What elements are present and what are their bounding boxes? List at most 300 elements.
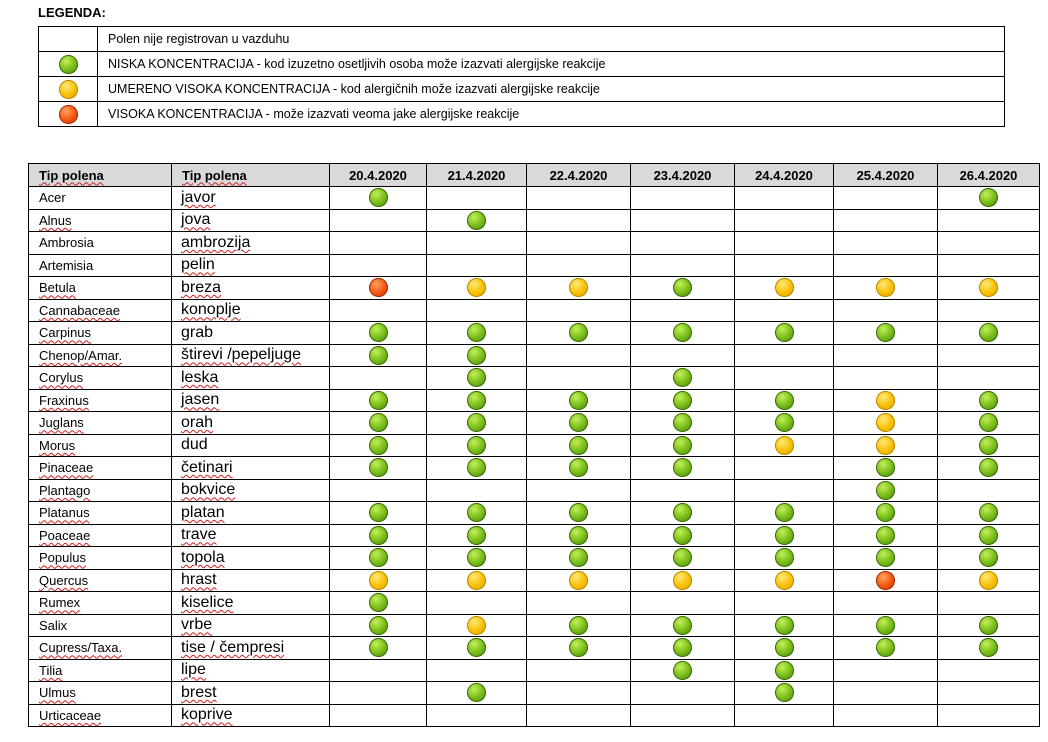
low-concentration-dot-icon [467,211,486,230]
concentration-cell [631,322,735,345]
concentration-cell [735,389,834,412]
concentration-cell [735,457,834,480]
low-concentration-dot-icon [467,683,486,702]
low-concentration-dot-icon [467,346,486,365]
concentration-cell [834,479,938,502]
concentration-cell [735,502,834,525]
table-row [29,524,1040,547]
concentration-cell [330,524,427,547]
local-name: koprive [181,706,233,724]
concentration-cell [330,187,427,210]
moderate-concentration-dot-icon [876,436,895,455]
low-concentration-dot-icon [369,413,388,432]
latin-name-cell [29,367,172,390]
column-header-date: 20.4.2020 [330,164,427,187]
local-name: trave [181,526,217,544]
legend-text: UMERENO VISOKA KONCENTRACIJA - kod alergičnih može izazvati alergijske reakcije [98,77,1005,102]
moderate-concentration-dot-icon [979,278,998,297]
header-row [29,164,1040,187]
table-row [29,457,1040,480]
concentration-cell [427,704,527,727]
concentration-cell [834,389,938,412]
local-name: lipe [181,661,206,679]
concentration-cell [427,457,527,480]
low-concentration-dot-icon [673,548,692,567]
concentration-cell [938,457,1040,480]
legend-dot-icon [59,80,78,99]
low-concentration-dot-icon [876,638,895,657]
local-name-cell [172,209,330,232]
concentration-cell [330,434,427,457]
local-name-cell [172,389,330,412]
latin-name-cell [29,502,172,525]
latin-name-cell [29,209,172,232]
low-concentration-dot-icon [673,391,692,410]
low-concentration-dot-icon [369,503,388,522]
low-concentration-dot-icon [369,391,388,410]
concentration-cell [938,637,1040,660]
concentration-cell [938,592,1040,615]
table-row [29,412,1040,435]
concentration-cell [631,389,735,412]
concentration-cell [834,682,938,705]
low-concentration-dot-icon [876,616,895,635]
legend-text: NISKA KONCENTRACIJA - kod izuzetno osetljivih osoba može izazvati alergijske reakcije [98,52,1005,77]
low-concentration-dot-icon [979,436,998,455]
legend-swatch-cell [39,52,98,77]
concentration-cell [427,367,527,390]
concentration-cell [735,704,834,727]
moderate-concentration-dot-icon [569,278,588,297]
concentration-cell [735,299,834,322]
local-name: bokvice [181,481,236,499]
latin-name-cell [29,457,172,480]
latin-name: Poaceae [39,527,91,543]
low-concentration-dot-icon [467,458,486,477]
local-name-cell [172,547,330,570]
column-header-date: 26.4.2020 [938,164,1040,187]
concentration-cell [527,299,631,322]
low-concentration-dot-icon [979,638,998,657]
latin-name: Juglans [39,415,84,431]
concentration-cell [427,254,527,277]
concentration-cell [735,254,834,277]
local-name-cell [172,704,330,727]
concentration-cell [330,502,427,525]
low-concentration-dot-icon [369,593,388,612]
latin-name: Betula [39,280,76,296]
concentration-cell [427,637,527,660]
concentration-cell [735,524,834,547]
low-concentration-dot-icon [979,188,998,207]
concentration-cell [527,659,631,682]
concentration-cell [735,479,834,502]
latin-name: Carpinus [39,325,92,341]
column-header-date: 24.4.2020 [735,164,834,187]
legend-row [39,102,1005,127]
latin-name: Populus [39,550,86,566]
low-concentration-dot-icon [673,503,692,522]
concentration-cell [834,457,938,480]
table-row [29,299,1040,322]
concentration-cell [527,277,631,300]
table-row [29,187,1040,210]
latin-name-cell [29,232,172,255]
low-concentration-dot-icon [369,346,388,365]
concentration-cell [427,322,527,345]
concentration-cell [938,367,1040,390]
low-concentration-dot-icon [369,323,388,342]
moderate-concentration-dot-icon [775,278,794,297]
concentration-cell [527,592,631,615]
concentration-cell [527,704,631,727]
low-concentration-dot-icon [775,661,794,680]
concentration-cell [938,389,1040,412]
table-row [29,254,1040,277]
concentration-cell [735,187,834,210]
low-concentration-dot-icon [569,616,588,635]
low-concentration-dot-icon [775,683,794,702]
latin-name-cell [29,389,172,412]
concentration-cell [527,682,631,705]
concentration-cell [735,232,834,255]
local-name-cell [172,479,330,502]
table-row [29,344,1040,367]
moderate-concentration-dot-icon [467,278,486,297]
low-concentration-dot-icon [569,638,588,657]
local-name: jova [181,211,211,229]
concentration-cell [834,637,938,660]
low-concentration-dot-icon [876,323,895,342]
low-concentration-dot-icon [876,481,895,500]
table-row [29,209,1040,232]
concentration-cell [330,704,427,727]
concentration-cell [735,547,834,570]
concentration-cell [938,547,1040,570]
low-concentration-dot-icon [876,458,895,477]
local-name-cell [172,187,330,210]
legend-row [39,52,1005,77]
local-name: topola [181,548,225,566]
legend-swatch-cell [39,27,98,52]
low-concentration-dot-icon [979,526,998,545]
local-name: vrbe [181,616,213,634]
moderate-concentration-dot-icon [369,571,388,590]
concentration-cell [735,614,834,637]
local-name: ambrozija [181,233,251,251]
concentration-cell [938,434,1040,457]
concentration-cell [527,614,631,637]
concentration-cell [330,682,427,705]
concentration-cell [735,637,834,660]
local-name: hrast [181,571,217,589]
concentration-cell [427,479,527,502]
moderate-concentration-dot-icon [569,571,588,590]
table-row [29,547,1040,570]
low-concentration-dot-icon [369,458,388,477]
local-name: grab [181,323,214,341]
concentration-cell [330,209,427,232]
concentration-cell [834,344,938,367]
table-row [29,434,1040,457]
latin-name-cell [29,682,172,705]
concentration-cell [834,254,938,277]
table-row [29,614,1040,637]
latin-name-cell [29,524,172,547]
concentration-cell [938,232,1040,255]
concentration-cell [527,524,631,547]
header-label: Tip polena [182,167,247,183]
low-concentration-dot-icon [569,323,588,342]
concentration-cell [631,209,735,232]
latin-name: Urticaceae [39,707,102,723]
local-name-cell [172,254,330,277]
latin-name-cell [29,254,172,277]
concentration-cell [330,547,427,570]
concentration-cell [938,659,1040,682]
concentration-cell [938,524,1040,547]
concentration-cell [330,254,427,277]
column-header-type [172,164,330,187]
low-concentration-dot-icon [467,638,486,657]
low-concentration-dot-icon [979,548,998,567]
concentration-cell [527,254,631,277]
high-concentration-dot-icon [369,278,388,297]
low-concentration-dot-icon [467,368,486,387]
concentration-cell [527,187,631,210]
low-concentration-dot-icon [673,526,692,545]
concentration-cell [631,254,735,277]
concentration-cell [938,704,1040,727]
concentration-cell [938,254,1040,277]
concentration-cell [631,659,735,682]
legend-row [39,77,1005,102]
concentration-cell [330,389,427,412]
low-concentration-dot-icon [569,526,588,545]
concentration-cell [735,659,834,682]
concentration-cell [631,704,735,727]
legend-row [39,27,1005,52]
local-name: četinari [181,458,233,476]
low-concentration-dot-icon [979,458,998,477]
concentration-cell [631,367,735,390]
local-name-cell [172,592,330,615]
concentration-cell [631,637,735,660]
low-concentration-dot-icon [673,368,692,387]
concentration-cell [330,637,427,660]
concentration-cell [834,412,938,435]
concentration-cell [834,569,938,592]
concentration-cell [330,322,427,345]
low-concentration-dot-icon [369,436,388,455]
low-concentration-dot-icon [369,188,388,207]
concentration-cell [527,502,631,525]
latin-name-cell [29,434,172,457]
low-concentration-dot-icon [569,503,588,522]
latin-name: Ulmus [39,685,76,701]
concentration-cell [938,412,1040,435]
concentration-cell [834,232,938,255]
low-concentration-dot-icon [979,391,998,410]
concentration-cell [631,479,735,502]
local-name: tise / čempresi [181,638,285,656]
low-concentration-dot-icon [673,616,692,635]
concentration-cell [527,209,631,232]
concentration-cell [330,412,427,435]
low-concentration-dot-icon [775,413,794,432]
latin-name: Acer [39,190,66,206]
low-concentration-dot-icon [673,661,692,680]
column-header-date: 22.4.2020 [527,164,631,187]
low-concentration-dot-icon [673,413,692,432]
table-row [29,367,1040,390]
concentration-cell [330,592,427,615]
local-name-cell [172,614,330,637]
concentration-cell [938,299,1040,322]
latin-name-cell [29,614,172,637]
low-concentration-dot-icon [876,548,895,567]
low-concentration-dot-icon [569,548,588,567]
concentration-cell [631,277,735,300]
concentration-cell [527,434,631,457]
concentration-cell [631,344,735,367]
low-concentration-dot-icon [467,323,486,342]
low-concentration-dot-icon [775,638,794,657]
concentration-cell [427,232,527,255]
local-name: brest [181,683,217,701]
concentration-cell [834,367,938,390]
local-name: platan [181,503,225,521]
latin-name-cell [29,344,172,367]
low-concentration-dot-icon [569,391,588,410]
concentration-cell [427,524,527,547]
concentration-cell [735,209,834,232]
latin-name: Chenop/Amar. [39,347,123,363]
concentration-cell [427,209,527,232]
concentration-cell [631,547,735,570]
table-row [29,322,1040,345]
local-name-cell [172,344,330,367]
latin-name-cell [29,187,172,210]
concentration-cell [834,547,938,570]
local-name: breza [181,278,222,296]
low-concentration-dot-icon [369,638,388,657]
moderate-concentration-dot-icon [775,436,794,455]
concentration-cell [938,479,1040,502]
low-concentration-dot-icon [467,526,486,545]
column-header-date: 21.4.2020 [427,164,527,187]
concentration-cell [330,659,427,682]
concentration-cell [330,569,427,592]
local-name-cell [172,569,330,592]
concentration-cell [834,434,938,457]
concentration-cell [427,592,527,615]
concentration-cell [427,389,527,412]
concentration-cell [631,434,735,457]
legend-swatch-cell [39,77,98,102]
low-concentration-dot-icon [775,391,794,410]
low-concentration-dot-icon [369,526,388,545]
latin-name-cell [29,277,172,300]
concentration-cell [330,232,427,255]
low-concentration-dot-icon [979,503,998,522]
moderate-concentration-dot-icon [876,413,895,432]
concentration-cell [834,614,938,637]
concentration-cell [330,277,427,300]
low-concentration-dot-icon [369,616,388,635]
column-header-date: 23.4.2020 [631,164,735,187]
latin-name-cell [29,299,172,322]
concentration-cell [938,344,1040,367]
low-concentration-dot-icon [775,548,794,567]
low-concentration-dot-icon [673,436,692,455]
moderate-concentration-dot-icon [467,571,486,590]
concentration-cell [527,569,631,592]
local-name-cell [172,659,330,682]
concentration-cell [527,367,631,390]
table-row [29,502,1040,525]
concentration-cell [735,277,834,300]
low-concentration-dot-icon [467,436,486,455]
low-concentration-dot-icon [979,413,998,432]
local-name-cell [172,412,330,435]
concentration-cell [631,614,735,637]
concentration-cell [631,524,735,547]
column-header-date: 25.4.2020 [834,164,938,187]
concentration-cell [735,367,834,390]
low-concentration-dot-icon [673,278,692,297]
concentration-cell [330,614,427,637]
low-concentration-dot-icon [467,391,486,410]
concentration-cell [938,187,1040,210]
concentration-cell [735,322,834,345]
latin-name: Quercus [39,572,89,588]
concentration-cell [938,209,1040,232]
low-concentration-dot-icon [673,323,692,342]
concentration-cell [330,457,427,480]
latin-name: Plantago [39,482,91,498]
latin-name-cell [29,547,172,570]
local-name: orah [181,413,214,431]
concentration-cell [631,592,735,615]
low-concentration-dot-icon [673,638,692,657]
local-name-cell [172,457,330,480]
moderate-concentration-dot-icon [876,391,895,410]
concentration-cell [527,479,631,502]
concentration-cell [427,659,527,682]
local-name-cell [172,637,330,660]
low-concentration-dot-icon [876,526,895,545]
concentration-cell [330,344,427,367]
latin-name: Rumex [39,595,81,611]
concentration-cell [834,592,938,615]
concentration-cell [834,704,938,727]
legend-dot-icon [59,55,78,74]
concentration-cell [938,502,1040,525]
table-row [29,277,1040,300]
latin-name-cell [29,569,172,592]
concentration-cell [527,637,631,660]
pollen-table [28,163,1040,727]
table-row [29,569,1040,592]
concentration-cell [735,682,834,705]
latin-name: Artemisia [39,257,94,273]
concentration-cell [427,569,527,592]
concentration-cell [427,277,527,300]
concentration-cell [427,434,527,457]
low-concentration-dot-icon [775,503,794,522]
local-name-cell [172,434,330,457]
